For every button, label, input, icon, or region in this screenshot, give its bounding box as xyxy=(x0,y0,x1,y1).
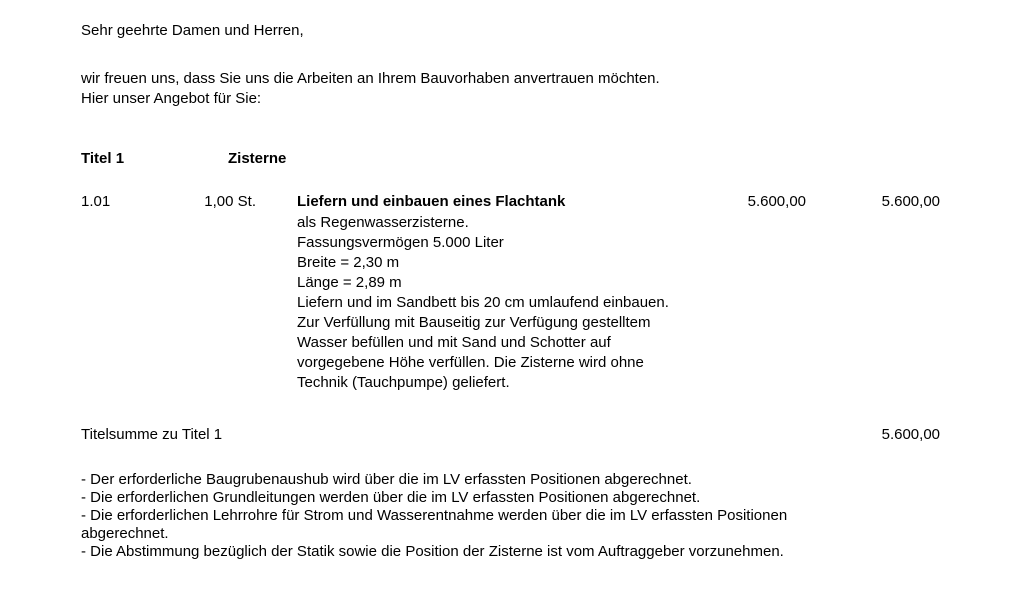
salutation: Sehr geehrte Damen und Herren, xyxy=(81,22,304,39)
description-line: Fassungsvermögen 5.000 Liter xyxy=(297,234,504,251)
position-number: 1.01 xyxy=(81,193,111,210)
intro-line-1: wir freuen uns, dass Sie uns die Arbeiten an Ihrem Bauvorhaben anvertrauen möchten. xyxy=(81,70,660,87)
description-line: vorgegebene Höhe verfüllen. Die Zisterne wird ohne xyxy=(297,354,644,371)
title-label: Titel 1 xyxy=(81,150,125,167)
description-line: Breite = 2,30 m xyxy=(297,254,400,271)
note-line: - Die erforderlichen Lehrrohre für Strom und Wasserentnahme werden über die im LV erfassten Positionen xyxy=(81,507,788,524)
description-line: Liefern und im Sandbett bis 20 cm umlaufend einbauen. xyxy=(297,294,669,311)
position-description xyxy=(297,213,669,393)
position-total: 5.600,00 xyxy=(881,193,940,210)
position-heading: Liefern und einbauen eines Flachtank xyxy=(297,193,566,210)
note-line: - Die Abstimmung bezüglich der Statik sowie die Position der Zisterne ist vom Auftraggeber vorzunehmen. xyxy=(81,543,784,560)
position-quantity: 1,00 St. xyxy=(204,193,256,210)
note-line: - Der erforderliche Baugrubenaushub wird über die im LV erfassten Positionen abgerechnet. xyxy=(81,471,692,488)
note-line: - Die erforderlichen Grundleitungen werden über die im LV erfassten Positionen abgerechnet. xyxy=(81,489,701,506)
intro-line-2: Hier unser Angebot für Sie: xyxy=(81,90,262,107)
description-line: Wasser befüllen und mit Sand und Schotter auf xyxy=(297,334,611,351)
description-line: Länge = 2,89 m xyxy=(297,274,402,291)
subtotal-label: Titelsumme zu Titel 1 xyxy=(81,426,223,443)
description-line: Zur Verfüllung mit Bauseitig zur Verfügung gestelltem xyxy=(297,314,651,331)
description-line: Technik (Tauchpumpe) geliefert. xyxy=(297,374,510,391)
notes-list xyxy=(81,471,787,561)
note-line: abgerechnet. xyxy=(81,525,169,542)
position-unit-price: 5.600,00 xyxy=(747,193,806,210)
subtotal-value: 5.600,00 xyxy=(881,426,940,443)
description-line: als Regenwasserzisterne. xyxy=(297,214,469,231)
title-name: Zisterne xyxy=(228,150,287,167)
